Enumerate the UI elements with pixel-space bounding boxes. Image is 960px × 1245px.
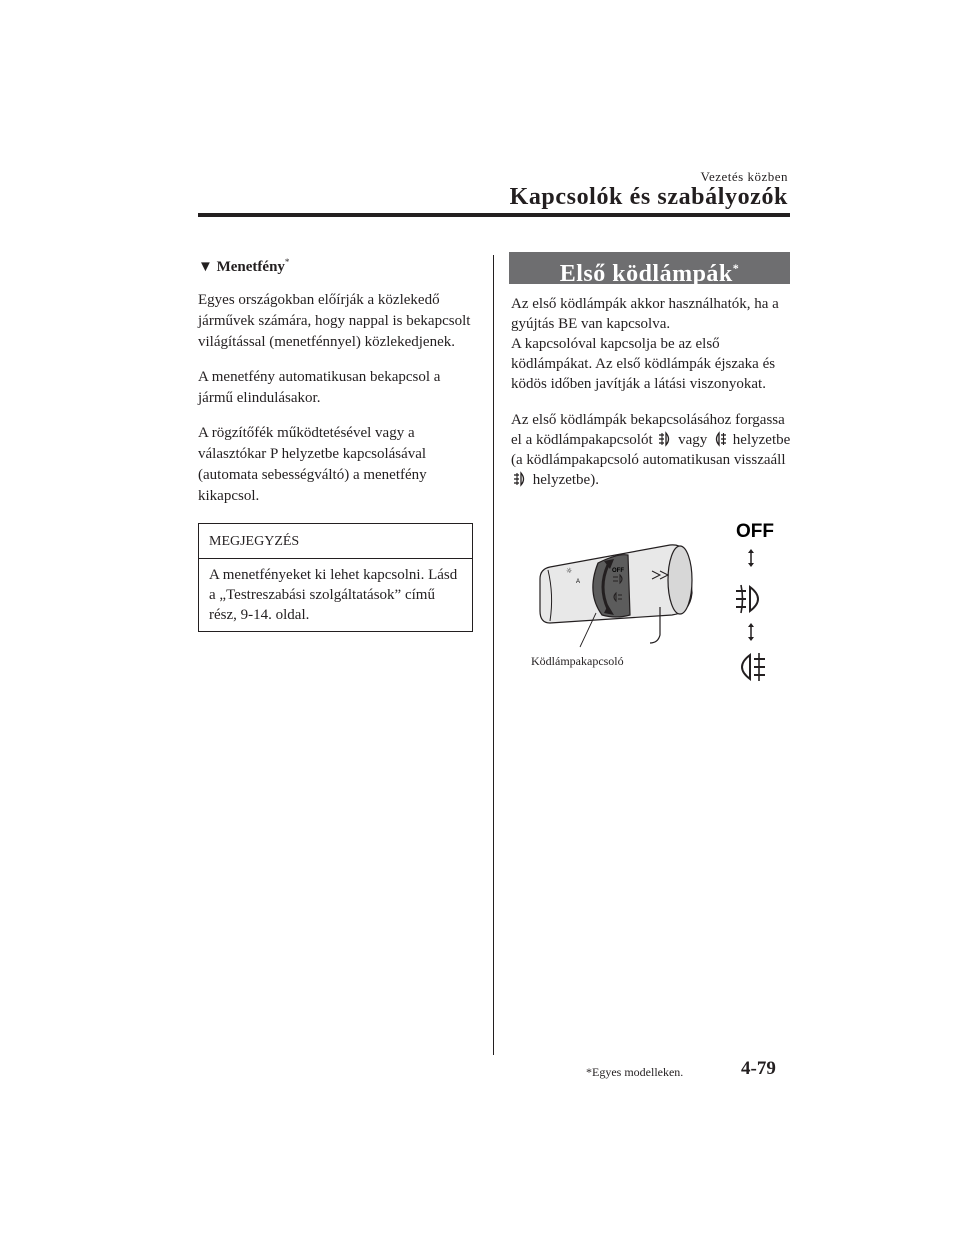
- right-column: [511, 294, 791, 504]
- legend-rear-fog-icon: [742, 653, 765, 681]
- note-title: MEGJEGYZÉS: [199, 524, 472, 559]
- header-rule: [198, 213, 790, 217]
- paragraph-2: A menetfény automatikusan bekapcsol a jármű elindulásakor.: [198, 369, 441, 406]
- column-divider: [493, 255, 494, 1055]
- up-down-arrow-icon: [748, 623, 754, 641]
- fog-paragraph-2-a: Az első ködlámpák bekapcsolásához forgassa el a ködlámpakapcsolót: [511, 412, 785, 448]
- dial-auto-text: A: [576, 579, 581, 585]
- front-fog-icon: [658, 431, 672, 447]
- front-fog-icon: [513, 471, 527, 487]
- fog-paragraph-2-b: vagy: [678, 432, 708, 448]
- dial-off-text: OFF: [612, 568, 624, 574]
- footnote: *Egyes modelleken.: [586, 1065, 684, 1079]
- legend-front-fog-icon: [736, 585, 758, 613]
- note-box: [198, 523, 473, 632]
- paragraph-1: Egyes országokban előírják a közlekedő járművek számára, hogy nappal is bekapcsolt világítással (menetfénnyel) közlekedjenek.: [198, 292, 471, 350]
- subhead-menetfeny: [198, 252, 473, 278]
- subhead-star: *: [284, 257, 290, 267]
- up-down-arrow-icon: [748, 549, 754, 567]
- banner-star: *: [732, 261, 740, 275]
- subhead-text: Menetfény: [216, 259, 285, 275]
- fog-switch-label: Ködlámpakapcsoló: [531, 654, 624, 668]
- sun-icon: ☼: [566, 567, 573, 575]
- fog-paragraph-1: Az első ködlámpák akkor használhatók, ha a gyújtás BE van kapcsolva. A kapcsolóval kapcsolja be az első ködlámpákat. Az első ködlámpák éjszaka és ködös időben javítják a látási viszonyokat.: [511, 296, 779, 392]
- section-banner: [509, 252, 790, 287]
- banner-title: Első ködlámpák: [559, 261, 733, 287]
- paragraph-3: A rögzítőfék működtetésével vagy a választókar P helyzetbe kapcsolásával (automata sebességváltó) a menetfény kikapcsol.: [198, 425, 427, 504]
- section-subtitle: Vezetés közben: [700, 169, 788, 184]
- page-number: 4-79: [741, 1058, 776, 1079]
- off-label: OFF: [736, 521, 774, 542]
- note-body: A menetfényeket ki lehet kapcsolni. Lásd a „Testreszabási szolgáltatások” című rész, 9-14. oldal.: [209, 567, 458, 623]
- rear-fog-icon: [713, 431, 727, 447]
- fog-paragraph-2-c: helyzetbe (a ködlámpakapcsoló automatikusan visszaáll: [511, 432, 791, 468]
- fog-paragraph-2-d: helyzetbe).: [532, 472, 599, 488]
- left-column: [198, 252, 473, 632]
- fog-paragraph-2: [511, 410, 791, 490]
- section-title: Kapcsolók és szabályozók: [509, 184, 788, 210]
- triangle-marker-icon: ▼: [198, 259, 213, 275]
